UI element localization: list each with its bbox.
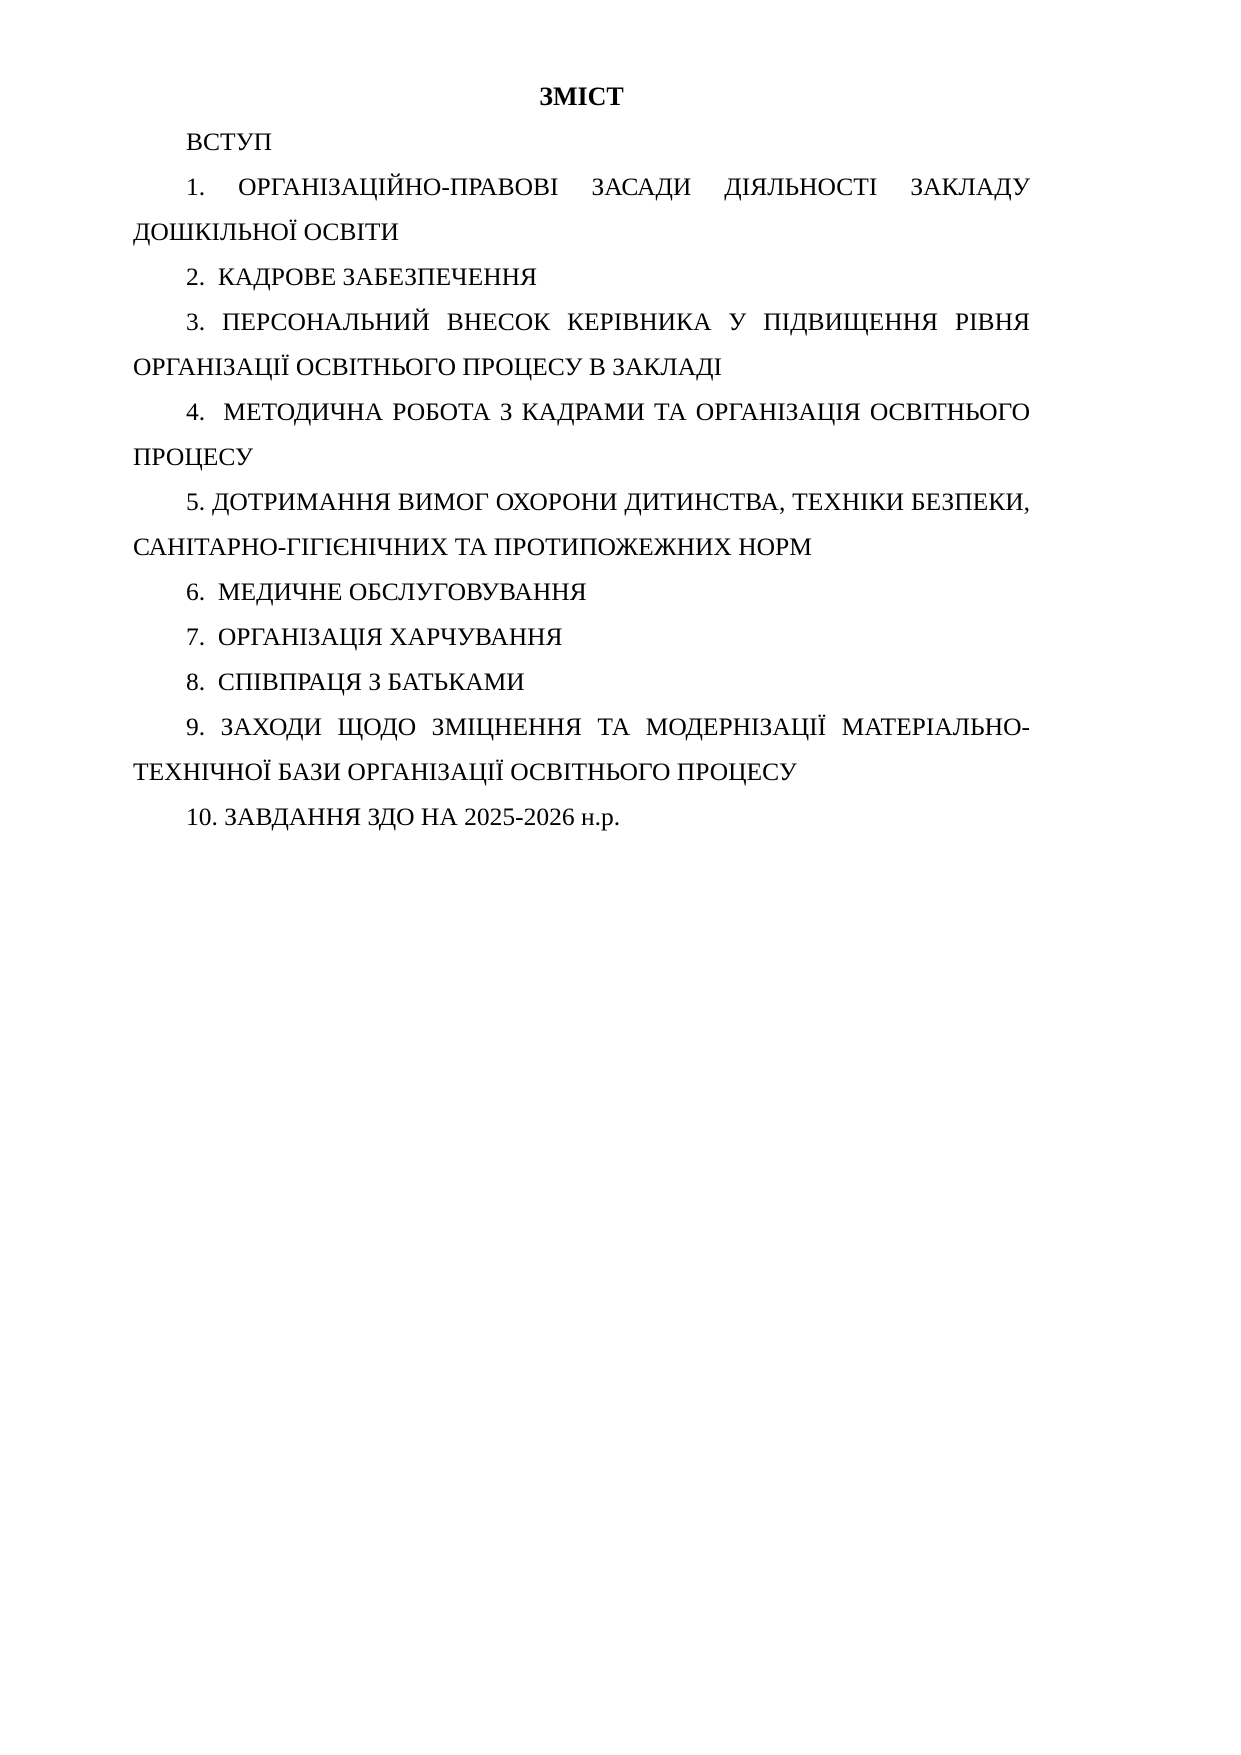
toc-item-text: ДОТРИМАННЯ ВИМОГ ОХОРОНИ ДИТИНСТВА, ТЕХНІКИ БЕЗПЕКИ, САНІТАРНО-ГІГІЄНІЧНИХ ТА ПРОТИПОЖЕЖНИХ НОРМ [133, 487, 1030, 561]
toc-item-text: ЗАВДАННЯ ЗДО НА 2025-2026 н.р. [224, 802, 621, 831]
toc-item-9 [133, 704, 1030, 794]
toc-item-text: МЕТОДИЧНА РОБОТА З КАДРАМИ ТА ОРГАНІЗАЦІЯ ОСВІТНЬОГО ПРОЦЕСУ [133, 397, 1031, 471]
toc-title: ЗМІСТ [539, 82, 624, 111]
toc-item-4 [133, 389, 1030, 479]
toc-item-6 [133, 569, 1030, 614]
toc-item-7 [133, 614, 1030, 659]
toc-item-text: ПЕРСОНАЛЬНИЙ ВНЕСОК КЕРІВНИКА У ПІДВИЩЕННЯ РІВНЯ ОРГАНІЗАЦІЇ ОСВІТНЬОГО ПРОЦЕСУ В ЗАКЛАДІ [133, 307, 1030, 381]
toc-item-text: КАДРОВЕ ЗАБЕЗПЕЧЕННЯ [217, 262, 538, 291]
toc-item-text: ВСТУП [186, 127, 273, 156]
toc-item-number: 5. [186, 487, 206, 516]
toc-item-text: ЗАХОДИ ЩОДО ЗМІЦНЕННЯ ТА МОДЕРНІЗАЦІЇ МАТЕРІАЛЬНО-ТЕХНІЧНОЇ БАЗИ ОРГАНІЗАЦІЇ ОСВІТНЬОГО ПРОЦЕСУ [133, 712, 1031, 786]
toc-item-text: МЕДИЧНЕ ОБСЛУГОВУВАННЯ [217, 577, 587, 606]
toc-item-number: 2. [186, 262, 206, 291]
document-page [133, 74, 1030, 839]
toc-item-number: 8. [186, 667, 206, 696]
toc-item-8 [133, 659, 1030, 704]
toc-item-text: ОРГАНІЗАЦІЙНО-ПРАВОВІ ЗАСАДИ ДІЯЛЬНОСТІ ЗАКЛАДУ ДОШКІЛЬНОЇ ОСВІТИ [133, 172, 1030, 246]
toc-item-number: 9. [186, 712, 206, 741]
toc-item-number: 10. [186, 802, 218, 831]
toc-item-number: 6. [186, 577, 206, 606]
toc-item-text: ОРГАНІЗАЦІЯ ХАРЧУВАННЯ [217, 622, 563, 651]
toc-item-number: 4. [186, 397, 206, 426]
toc-item-3 [133, 299, 1030, 389]
toc-item-1 [133, 164, 1030, 254]
toc-item-5 [133, 479, 1030, 569]
table-of-contents [133, 119, 1030, 839]
toc-item-10 [133, 794, 1030, 839]
toc-item-number: 7. [186, 622, 206, 651]
toc-item-intro [133, 119, 1030, 164]
toc-item-text: СПІВПРАЦЯ З БАТЬКАМИ [217, 667, 525, 696]
toc-item-number: 1. [186, 172, 206, 201]
toc-item-2 [133, 254, 1030, 299]
toc-item-number: 3. [186, 307, 206, 336]
